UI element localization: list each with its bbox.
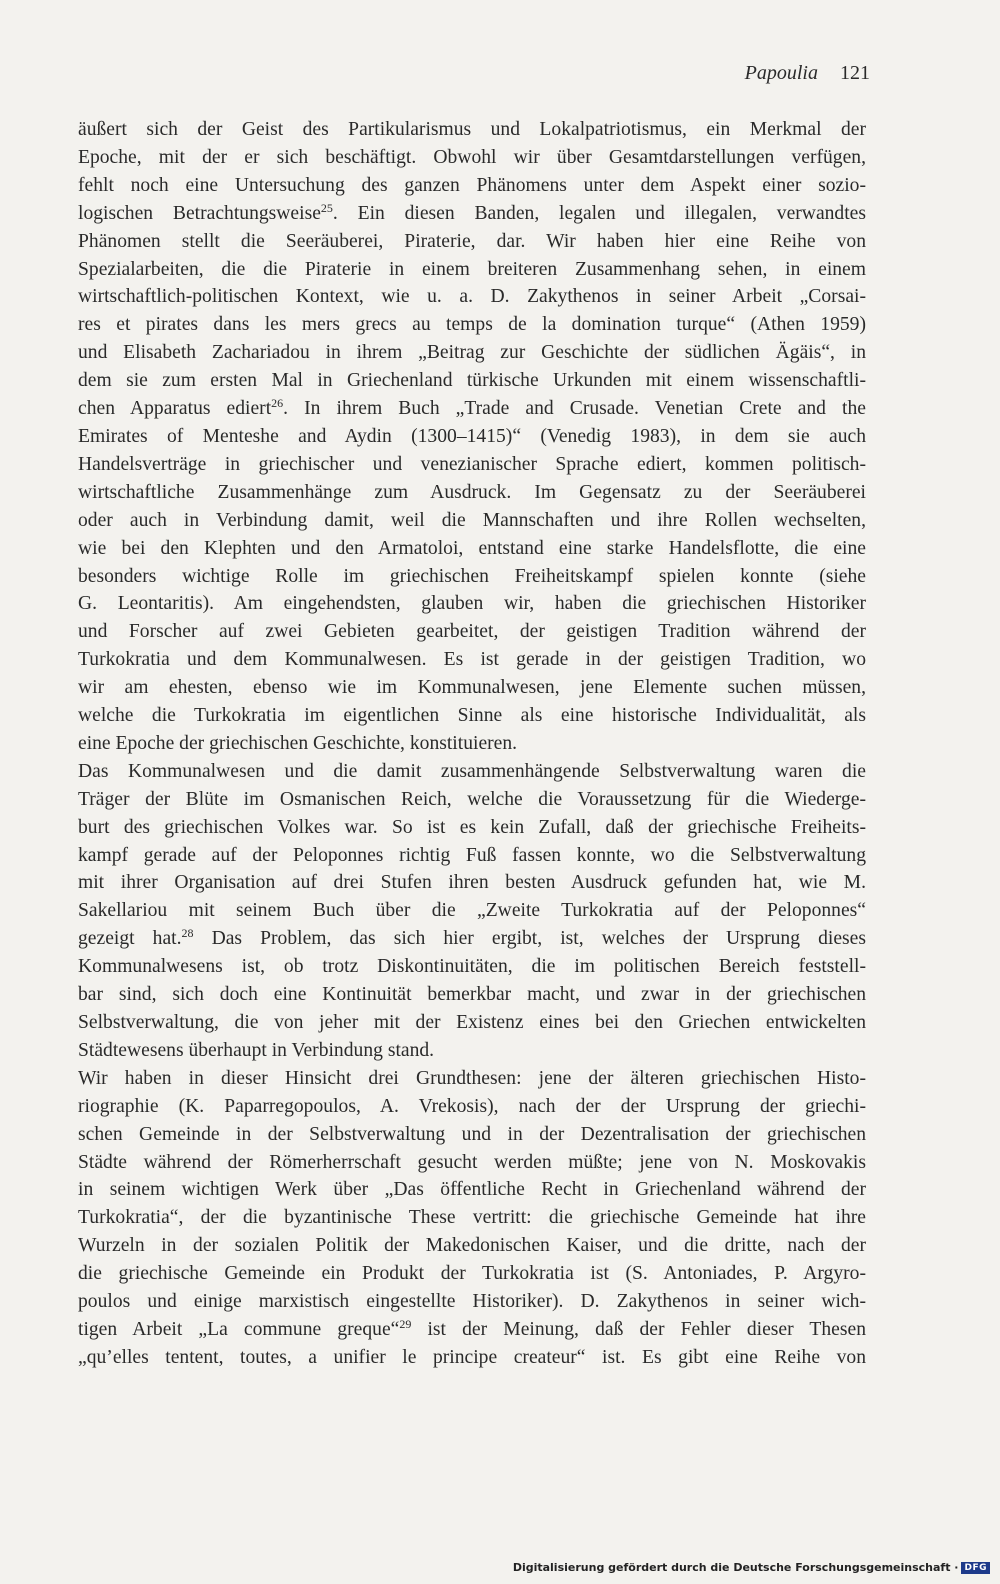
text-line: [78, 563, 866, 591]
line-text: poulos und einige marxistisch eingestellte Historiker). D. Zakythenos in seiner wich-: [78, 1291, 866, 1313]
text-line: [78, 1288, 866, 1316]
line-text: Kommunalwesens ist, ob trotz Diskontinuitäten, die im politischen Bereich feststell-: [78, 956, 866, 978]
line-text: G. Leontaritis). Am eingehendsten, glauben wir, haben die griechischen Historiker: [78, 593, 866, 615]
text-line: [78, 367, 866, 395]
dfg-logo: DFG: [961, 1562, 990, 1574]
line-text: Das Kommunalwesen und die damit zusammenhängende Selbstverwaltung waren die: [78, 760, 866, 782]
text-line: [78, 758, 866, 786]
text-line: [78, 1176, 866, 1204]
text-line: [78, 311, 866, 339]
text-line: [78, 730, 866, 758]
line-text: „qu’elles tentent, toutes, a unifier le principe createur“ ist. Es gibt eine Reihe von: [78, 1346, 866, 1368]
text-line: [78, 842, 866, 870]
line-text: wie bei den Klephten und den Armatoloi, entstand eine starke Handelsflotte, die eine: [78, 537, 866, 559]
line-text: Emirates of Menteshe and Aydin (1300–1415)“ (Venedig 1983), in dem sie auch: [78, 425, 866, 447]
line-text: Sakellariou mit seinem Buch über die „Zweite Turkokratia auf der Peloponnes“: [78, 900, 866, 922]
line-text: und Elisabeth Zachariadou in ihrem „Beitrag zur Geschichte der südlichen Ägäis“, in: [78, 342, 866, 364]
line-text: welche die Turkokratia im eigentlichen Sinne als eine historische Individualität, als: [78, 705, 866, 727]
text-line: [78, 1204, 866, 1232]
footnote-ref: 25: [320, 200, 333, 215]
line-text: oder auch in Verbindung damit, weil die Mannschaften und ihre Rollen wechselten,: [78, 509, 866, 531]
page-number: 121: [840, 62, 870, 84]
text-line: [78, 1232, 866, 1260]
footer-credit: [513, 1561, 990, 1574]
line-text-cont: . Ein diesen Banden, legalen und illegalen, verwandtes: [332, 202, 866, 224]
line-text: Wurzeln in der sozialen Politik der Makedonischen Kaiser, und die dritte, nach der: [78, 1235, 866, 1257]
line-text-cont: . In ihrem Buch „Trade and Crusade. Venetian Crete and the: [283, 398, 866, 420]
line-text: mit ihrer Organisation auf drei Stufen ihren besten Ausdruck gefunden hat, wie M.: [78, 872, 866, 894]
text-line: [78, 590, 866, 618]
line-text: res et pirates dans les mers grecs au temps de la domination turque“ (Athen 1959): [78, 314, 866, 336]
footer-text: Digitalisierung gefördert durch die Deutsche Forschungsgemeinschaft ·: [512, 1561, 959, 1574]
line-text: Wir haben in dieser Hinsicht drei Grundthesen: jene der älteren griechischen Histo-: [78, 1067, 866, 1089]
text-line: [78, 1093, 866, 1121]
page-header: [690, 62, 870, 85]
line-text: kampf gerade auf der Peloponnes richtig Fuß fassen konnte, wo die Selbstverwaltung: [78, 844, 866, 866]
line-text: schen Gemeinde in der Selbstverwaltung und in der Dezentralisation der griechischen: [78, 1123, 866, 1145]
line-text-cont: Das Problem, das sich hier ergibt, ist, welches der Ursprung dieses: [193, 928, 866, 950]
text-line: [78, 339, 866, 367]
text-line: [78, 814, 866, 842]
line-text: fehlt noch eine Untersuchung des ganzen Phänomens unter dem Aspekt einer sozio-: [78, 174, 866, 196]
text-line: [78, 897, 866, 925]
text-line: [78, 869, 866, 897]
text-line: [78, 646, 866, 674]
text-line: [78, 228, 866, 256]
text-line: [78, 423, 866, 451]
line-text: äußert sich der Geist des Partikularismus und Lokalpatriotismus, ein Merkmal der: [78, 119, 866, 140]
text-line: [78, 451, 866, 479]
text-line: [78, 479, 866, 507]
text-line: [78, 200, 866, 228]
line-text: Spezialarbeiten, die die Piraterie in einem breiteren Zusammenhang sehen, in einem: [78, 258, 866, 280]
text-line: [78, 1121, 866, 1149]
line-text: Handelsverträge in griechischer und venezianischer Sprache ediert, kommen politisch-: [78, 453, 866, 475]
line-text: Selbstverwaltung, die von jeher mit der Existenz eines bei den Griechen entwickelten: [78, 1012, 866, 1033]
line-text: burt des griechischen Volkes war. So ist es kein Zufall, daß der griechische Freiheits-: [78, 816, 866, 838]
line-text: Träger der Blüte im Osmanischen Reich, welche die Voraussetzung für die Wiederge-: [78, 788, 866, 810]
body-text: [78, 116, 866, 1372]
text-line: [78, 981, 866, 1009]
text-line: [78, 283, 866, 311]
line-text: Städtewesens überhaupt in Verbindung stand.: [78, 1039, 435, 1061]
line-text: riographie (K. Paparregopoulos, A. Vrekosis), nach der der Ursprung der griechi-: [78, 1095, 866, 1117]
line-text: in seinem wichtigen Werk über „Das öffentliche Recht in Griechenland während der: [78, 1179, 866, 1201]
line-text: wirtschaftliche Zusammenhänge zum Ausdruck. Im Gegensatz zu der Seeräuberei: [78, 481, 866, 503]
line-text: dem sie zum ersten Mal in Griechenland türkische Urkunden mit einem wissenschaftli-: [78, 370, 866, 392]
line-text: wir am ehesten, ebenso wie im Kommunalwesen, jene Elemente suchen müssen,: [78, 677, 866, 699]
text-line: [78, 116, 866, 144]
text-line: [78, 674, 866, 702]
line-text: Phänomen stellt die Seeräuberei, Piraterie, dar. Wir haben hier eine Reihe von: [78, 230, 866, 252]
line-text: gezeigt hat.: [78, 928, 182, 950]
footnote-ref: 28: [181, 926, 194, 941]
text-line: [78, 1065, 866, 1093]
footnote-ref: 26: [271, 396, 284, 411]
line-text: die griechische Gemeinde ein Produkt der Turkokratia ist (S. Antoniades, P. Argyro-: [78, 1263, 866, 1285]
text-line: [78, 172, 866, 200]
text-line: [78, 1009, 866, 1037]
text-line: [78, 618, 866, 646]
line-text: chen Apparatus ediert: [78, 398, 272, 420]
text-line: [78, 535, 866, 563]
line-text: Turkokratia“, der die byzantinische These vertritt: die griechische Gemeinde hat ihre: [78, 1207, 866, 1229]
text-line: [78, 1260, 866, 1288]
text-line: [78, 702, 866, 730]
footnote-ref: 29: [399, 1316, 412, 1331]
text-line: [78, 953, 866, 981]
line-text: Turkokratia und dem Kommunalwesen. Es ist gerade in der geistigen Tradition, wo: [78, 649, 866, 671]
text-line: [78, 256, 866, 284]
text-line: [78, 1149, 866, 1177]
line-text: bar sind, sich doch eine Kontinuität bemerkbar macht, und zwar in der griechischen: [78, 984, 866, 1006]
line-text: und Forscher auf zwei Gebieten gearbeitet, der geistigen Tradition während der: [78, 621, 866, 643]
line-text: tigen Arbeit „La commune greque“: [78, 1318, 400, 1340]
running-title: Papoulia: [744, 62, 818, 84]
text-line: [78, 1344, 866, 1372]
line-text: Epoche, mit der er sich beschäftigt. Obwohl wir über Gesamtdarstellungen verfügen,: [78, 146, 866, 168]
line-text: eine Epoche der griechischen Geschichte, konstituieren.: [78, 732, 518, 754]
line-text: wirtschaftlich-politischen Kontext, wie u. a. D. Zakythenos in seiner Arbeit „Corsai-: [78, 286, 866, 308]
line-text-cont: ist der Meinung, daß der Fehler dieser Thesen: [411, 1318, 866, 1340]
line-text: Städte während der Römerherrschaft gesucht werden müßte; jene von N. Moskovakis: [78, 1151, 866, 1173]
text-line: [78, 1037, 866, 1065]
text-line: [78, 144, 866, 172]
text-line: [78, 786, 866, 814]
text-line: [78, 395, 866, 423]
line-text: besonders wichtige Rolle im griechischen Freiheitskampf spielen konnte (siehe: [78, 565, 866, 587]
line-text: logischen Betrachtungsweise: [78, 202, 321, 224]
text-line: [78, 1316, 866, 1344]
text-line: [78, 507, 866, 535]
text-line: [78, 925, 866, 953]
